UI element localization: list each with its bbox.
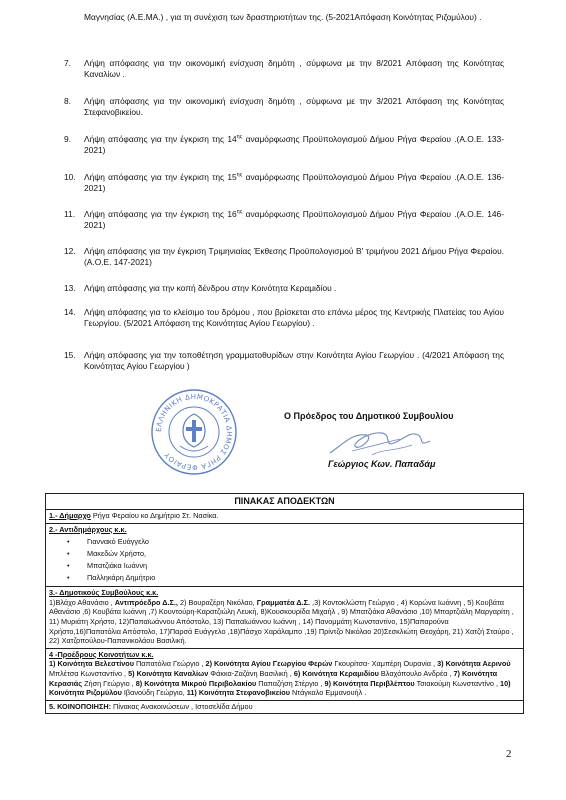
- item-text: Λήψη απόφασης για την οικονομική ενίσχυση δημότη , σύμφωνα με την 3/2021 Απόφαση της Κοινότητας Στεφανοβικείου.: [84, 96, 504, 117]
- item-text: Λήψη απόφασης για την έγκριση της $16^{\eta\varsigma}$ αναμόρφωσης Προϋπολογισμού Δήμου Ρήγα Φεραίου .(Α.Ο.Ε. 146-2021): [84, 209, 504, 230]
- list-item: • Παλληκάρη Δημήτριο: [67, 572, 520, 584]
- continuation-text: Μαγνησίας (Α.Ε.ΜΑ.) , για τη συνέχιση των δραστηριοτήτων της. (5-2021Απόφαση Κοινότητας Ριζομύλου) .: [84, 12, 482, 22]
- item-text: Λήψη απόφασης για την έγκριση Τριμηνιαίας Έκθεσης Προϋπολογισμού Β' τριμήνου 2021 Δήμου Ρήγα Φεραίου. (Α.Ο.Ε. 147-2021): [84, 246, 504, 267]
- item-text: Λήψη απόφασης για την τοποθέτηση γραμματοθυρίδων στην Κοινότητα Αγίου Γεωργίου . (4/2021 Απόφαση της Κοινότητας Αγίου Γεωργίου ): [84, 350, 504, 371]
- recipients-table: [45, 493, 524, 714]
- svg-text:ΕΛΛΗΝΙΚΗ ΔΗΜΟΚΡΑΤΙΑ ΔΗΜΟΣ ΡΗΓΑ: ΕΛΛΗΝΙΚΗ ΔΗΜΟΚΡΑΤΙΑ ΔΗΜΟΣ ΡΗΓΑ ΦΕΡΑΙΟΥ: [154, 392, 234, 472]
- section-deputy-mayors: 2.- Αντιδημάρχους κ.κ. • Γιαννακό Ευάγγελο • Μακεδών Χρήστο, • Μπατζιάκα Ιωάννη • Παλληκάρη Δημήτριο: [46, 524, 523, 588]
- councillors-text: 1)Βλάχο Αθανάσιο , Αντιπρόεδρο Δ.Σ., 2) Βουραζέρη Νικόλαο, Γραμματέα Δ.Σ. ,3) Κοντοκλώστη Γεώργιο , 4) Κορώνα Ιωάννη , 5) Κουβάτα Αθανάσιο ,6) Κουβάτα Ιωάννη ,7) Κουντούρη-Καρατζιώλη Λευκή, 8)Κουσκουρίδα Μιχαήλ , 9) Μπατζιάκα Αθανάσιο ,10) Μπαρτζιάλη Μαργαρίτη , 11) Μυριάτη Χρήστο, 12)Παπαϊωάννου Απόστολο, 13) Παπαϊωάννου Ιωάννη , 14) Πανομμάτη Κωνσταντίνο, 15)Παπαρούνα Χρήστο,16)Παπατόλια Απόστολο, 17)Παρσά Ευάγγελο ,18)Πάσχο Χαράλαμπο ,19) Πρίντζο Νικόλαο 20)Σεσκλιώτη Θεοχάρη, 21) Χατζή Σταύρο , 22) Χατζοπούλου-Παπανικολάου Βασιλική.: [49, 597, 514, 646]
- municipal-seal-stamp: [150, 388, 238, 476]
- item-number: 10.: [64, 172, 76, 182]
- item-text: Λήψη απόφασης για την έγκριση της $15^{\eta\varsigma}$ αναμόρφωσης Προϋπολογισμού Δήμου Ρήγα Φεραίου .(Α.Ο.Ε. 136-2021): [84, 172, 504, 193]
- table-header: ΠΙΝΑΚΑΣ ΑΠΟΔΕΚΤΩΝ: [46, 494, 523, 510]
- item-number: 7.: [64, 58, 71, 68]
- list-item: • Μακεδών Χρήστο,: [67, 548, 520, 560]
- deputy-list: [67, 536, 520, 584]
- item-text: Λήψη απόφασης για το κλείσιμο του δρόμου , που βρίσκεται στο επάνω μέρος της Κεντρικής Πλατείας του Αγίου Γεωργίου. (5/2021 Απόφαση της Κοινότητας Αγίου Γεωργίου) .: [84, 307, 504, 328]
- section-mayor: 1.- Δήμαρχο Ρήγα Φεραίου κο Δημήτριο Στ. Νασίκα.: [46, 510, 523, 524]
- item-number: 15.: [64, 350, 76, 360]
- item-text: Λήψη απόφασης για την έγκριση της $14^{\eta\varsigma}$ αναμόρφωσης Προϋπολογισμού Δήμου Ρήγα Φεραίου .(Α.Ο.Ε. 133-2021): [84, 134, 504, 155]
- item-number: 12.: [64, 246, 76, 256]
- item-number: 9.: [64, 134, 71, 144]
- item-number: 13.: [64, 283, 76, 293]
- item-number: 14.: [64, 307, 76, 317]
- handwritten-signature: [322, 425, 438, 459]
- section-community-presidents: 4 -Προέδρους Κοινοτήτων κ.κ. 1) Κοινότητα Βελεστίνου Παπατόλια Γεώργιο , 2) Κοινότητα Αγίου Γεωργίου Φερών Γκουρίτσα- Χαμπέρη Ουρανία , 3) Κοινότητα Αερινού Μπλέτσα Κωνσταντίνο , 5) Κοινότητα Καναλίων Φάκκα-Ζαζάνη Βασιλική , 6) Κοινότητα Κεραμιδίου Βλαχόπουλο Ανδρέα , 7) Κοινότητα Κερασιάς Ζήση Γεώργιο , 8) Κοινότητα Μικρού Περιβολακίου Παπαζήση Στέργιο , 9) Κοινότητα Περιβλέπτου Τσιακούμη Κωνσταντίνο , 10) Κοινότητα Ριζομύλου Ιβανούδη Γεώργιο, 11) Κοινότητα Στεφανοβικείου Ντάγκαλο Εμμανουήλ .: [46, 649, 523, 701]
- communities-text: 1) Κοινότητα Βελεστίνου Παπατόλια Γεώργιο , 2) Κοινότητα Αγίου Γεωργίου Φερών Γκουρίτσα- Χαμπέρη Ουρανία , 3) Κοινότητα Αερινού Μπλέτσα Κωνσταντίνο , 5) Κοινότητα Καναλίων Φάκκα-Ζαζάνη Βασιλική , 6) Κοινότητα Κεραμιδίου Βλαχόπουλο Ανδρέα , 7) Κοινότητα Κερασιάς Ζήση Γεώργιο , 8) Κοινότητα Μικρού Περιβολακίου Παπαζήση Στέργιο , 9) Κοινότητα Περιβλέπτου Τσιακούμη Κωνσταντίνο , 10) Κοινότητα Ριζομύλου Ιβανούδη Γεώργιο, 11) Κοινότητα Στεφανοβικείου Ντάγκαλο Εμμανουήλ .: [49, 659, 511, 698]
- section-notification: 5. ΚΟΙΝΟΠΟΙΗΣΗ: Πίνακας Ανακοινώσεων , Ιστοσελίδα Δήμου: [49, 701, 253, 711]
- section-councillors: 3.- Δημοτικούς Συμβούλους κ.κ. 1)Βλάχο Αθανάσιο , Αντιπρόεδρο Δ.Σ., 2) Βουραζέρη Νικόλαο, Γραμματέα Δ.Σ. ,3) Κοντοκλώστη Γεώργιο , 4) Κορώνα Ιωάννη , 5) Κουβάτα Αθανάσιο ,6) Κουβάτα Ιωάννη ,7) Κουντούρη-Καρατζιώλη Λευκή, 8)Κουσκουρίδα Μιχαήλ , 9) Μπατζιάκα Αθανάσιο ,10) Μπαρτζιάλη Μαργαρίτη , 11) Μυριάτη Χρήστο, 12)Παπαϊωάννου Απόστολο, 13) Παπαϊωάννου Ιωάννη , 14) Πανομμάτη Κωνσταντίνο, 15)Παπαρούνα Χρήστο,16)Παπατόλια Απόστολο, 17)Παρσά Ευάγγελο ,18)Πάσχο Χαράλαμπο ,19) Πρίντζο Νικόλαο 20)Σεσκλιώτη Θεοχάρη, 21) Χατζή Σταύρο , 22) Χατζοπούλου-Παπανικολάου Βασιλική.: [46, 587, 523, 649]
- list-item: • Γιαννακό Ευάγγελο: [67, 536, 520, 548]
- signatory-name: Γεώργιος Κων. Παπαδάμ: [328, 459, 436, 469]
- page-number: 2: [506, 748, 512, 760]
- list-item: • Μπατζιάκα Ιωάννη: [67, 560, 520, 572]
- signatory-title: Ο Πρόεδρος του Δημοτικού Συμβουλίου: [284, 411, 454, 421]
- item-number: 8.: [64, 96, 71, 106]
- item-text: Λήψη απόφασης για την οικονομική ενίσχυση δημότη , σύμφωνα με την 8/2021 Απόφαση της Κοινότητας Καναλίων .: [84, 58, 504, 79]
- item-text: Λήψη απόφασης για την κοπή δένδρου στην Κοινότητα Κεραμιδίου .: [84, 283, 337, 293]
- item-number: 11.: [64, 209, 76, 219]
